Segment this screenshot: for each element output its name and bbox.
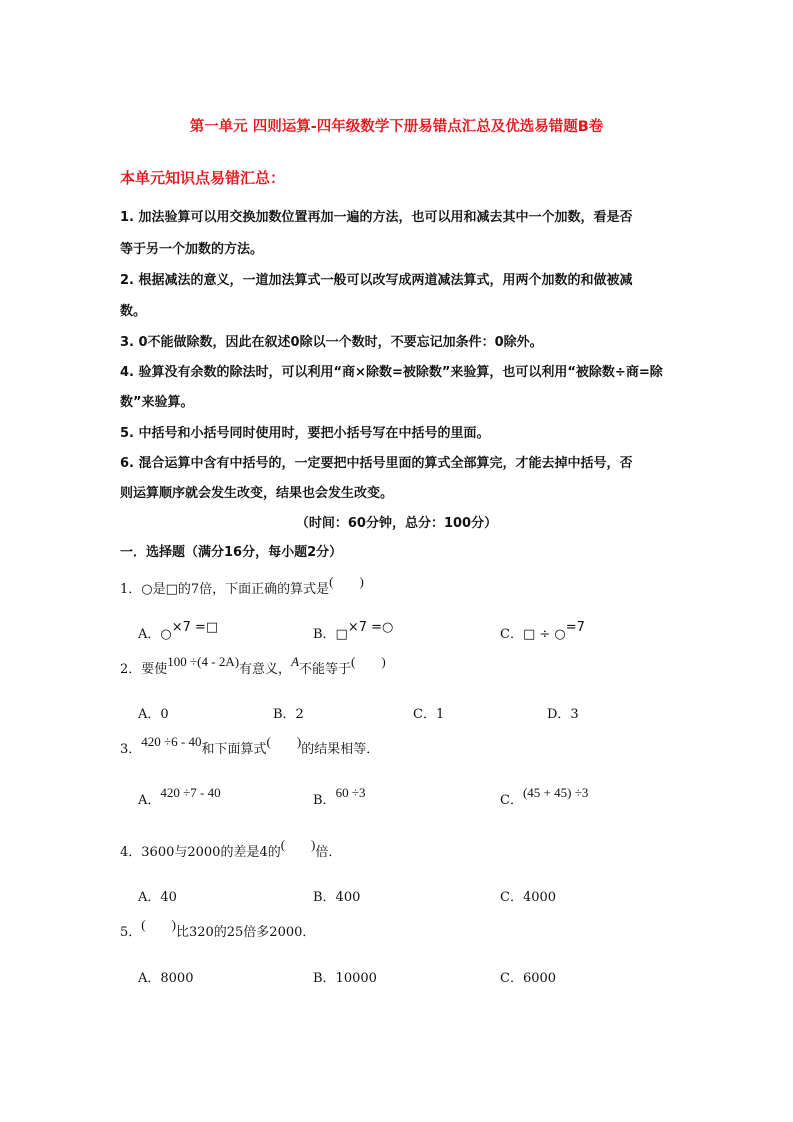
option-d[interactable]: D．3 xyxy=(547,707,579,722)
knowledge-line: 则运算顺序就会发生改变，结果也会发生改变。 xyxy=(120,486,394,501)
knowledge-line: 2. 根据减法的意义，一道加法算式一般可以改写成两道减法算式，用两个加数的和做被减 xyxy=(120,273,633,288)
text-span: 4．3600与2000的差是4的 xyxy=(120,845,281,860)
part-heading: 一．选择题（满分16分，每小题2分） xyxy=(120,545,343,560)
knowledge-line: 等于另一个加数的方法。 xyxy=(120,242,264,257)
text-span: 3． xyxy=(120,742,142,757)
option-a[interactable] xyxy=(138,620,219,644)
text-span: C． xyxy=(500,793,523,808)
answer-blank: ( ) xyxy=(329,574,364,589)
answer-blank: ( ) xyxy=(266,734,302,749)
option-a[interactable]: A．8000 xyxy=(138,971,194,986)
option-a[interactable]: A．0 xyxy=(138,707,169,722)
knowledge-line: 3. 0不能做除数，因此在叙述0除以一个数时，不要忘记加条件：0除外。 xyxy=(120,335,543,350)
text-span: 420 ÷6 - 40 xyxy=(141,734,202,749)
option-b[interactable]: B．10000 xyxy=(313,971,377,986)
text-span: B．□ xyxy=(313,627,348,642)
text-span: 60 ÷3 xyxy=(335,785,366,800)
question-5 xyxy=(120,917,316,942)
text-span: ×7 =□ xyxy=(171,620,219,635)
option-b[interactable]: B．2 xyxy=(273,707,304,722)
text-span: A． xyxy=(138,793,161,808)
answer-blank: ( ) xyxy=(141,917,176,932)
text-span: C．□ ÷ ○ xyxy=(500,627,566,642)
option-b[interactable]: B．400 xyxy=(313,890,361,905)
text-span: 2．要使 xyxy=(120,662,168,677)
answer-blank: ( ) xyxy=(280,837,316,852)
option-c[interactable]: C．6000 xyxy=(500,971,557,986)
knowledge-line: 4. 验算没有余数的除法时，可以利用“商×除数=被除数”来验算，也可以利用“被除数÷商=除 xyxy=(120,365,663,380)
question-3 xyxy=(120,734,380,759)
text-span: 的结果相等． xyxy=(301,742,380,757)
option-c[interactable]: C．4000 xyxy=(500,890,557,905)
option-b[interactable] xyxy=(313,785,366,810)
document-title: 第一单元 四则运算-四年级数学下册易错点汇总及优选易错题B卷 xyxy=(189,119,604,135)
option-c[interactable] xyxy=(500,785,589,810)
text-span: ×7 =○ xyxy=(347,620,394,635)
text-span: (45 + 45) ÷3 xyxy=(522,785,589,800)
section-heading: 本单元知识点易错汇总： xyxy=(120,169,286,187)
option-a[interactable] xyxy=(138,785,221,810)
knowledge-line: 1. 加法验算可以用交换加数位置再加一遍的方法，也可以用和减去其中一个加数，看是否 xyxy=(120,210,633,225)
text-span: 5． xyxy=(120,925,142,940)
option-b[interactable] xyxy=(313,620,394,644)
option-a[interactable]: A．40 xyxy=(138,890,177,905)
question-stem: 1．○是□的7倍，下面正确的算式是 xyxy=(120,582,330,597)
exam-info: （时间：60分钟，总分：100分） xyxy=(295,516,498,531)
option-c[interactable] xyxy=(500,620,585,644)
knowledge-line: 5. 中括号和小括号同时使用时，要把小括号写在中括号的里面。 xyxy=(120,426,490,441)
option-c[interactable]: C．1 xyxy=(413,707,445,722)
question-2 xyxy=(120,654,386,679)
text-span: 和下面算式 xyxy=(201,742,267,757)
text-span: 420 ÷7 - 40 xyxy=(160,785,221,800)
text-span: A xyxy=(291,654,300,669)
text-span: 倍． xyxy=(315,845,342,860)
question-4 xyxy=(120,837,342,862)
knowledge-line: 数。 xyxy=(120,304,147,319)
text-span: B． xyxy=(313,793,336,808)
knowledge-line: 数”来验算。 xyxy=(120,395,194,410)
text-span: 不能等于 xyxy=(299,662,352,677)
text-span: 100 ÷(4 - 2A) xyxy=(167,654,240,669)
question-1 xyxy=(120,574,364,599)
answer-blank: ( ) xyxy=(351,654,386,669)
text-span: =7 xyxy=(565,620,585,635)
text-span: 比320的25倍多2000． xyxy=(175,925,316,940)
text-span: 有意义， xyxy=(239,662,292,677)
text-span: A．○ xyxy=(138,627,172,642)
knowledge-line: 6. 混合运算中含有中括号的，一定要把中括号里面的算式全部算完，才能去掉中括号，否 xyxy=(120,456,633,471)
